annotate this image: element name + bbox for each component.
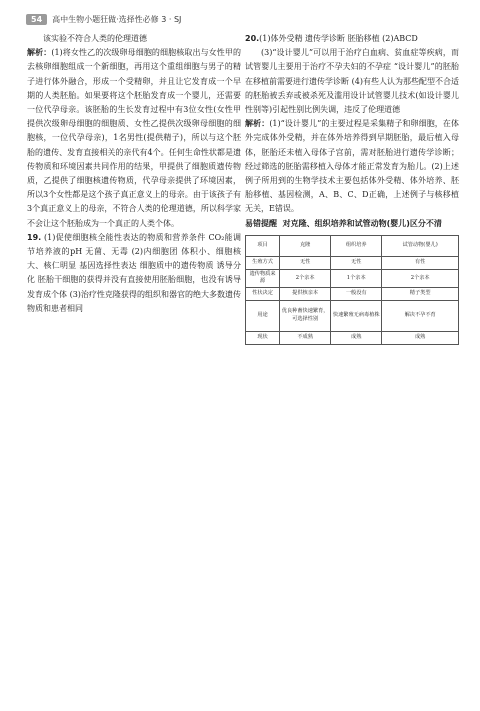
question-20 <box>245 32 459 46</box>
table-row <box>246 269 459 287</box>
table-header-cell: 项目 <box>246 235 280 256</box>
table-cell: 用途 <box>246 300 280 331</box>
analysis-paragraph-2 <box>245 117 459 216</box>
question-20-part3: (3)“设计婴儿”可以用于治疗白血病、贫血症等疾病，而试管婴儿主要用于治疗不孕夫妇的不孕症 “设计婴儿”的胚胎在移植前需要进行遗传学诊断 (4)有些人认为那些配型不合适的胚胎被丢弃或被杀死及滥用设计试管婴儿技术(如设计婴儿性别等)引起性别比例失调，违反了伦理道德 <box>245 48 459 115</box>
table-cell: 现状 <box>246 331 280 344</box>
table-cell: 优良种畜快速繁育，可选择性别 <box>280 300 331 331</box>
table-cell: 解决不孕不育 <box>382 300 459 331</box>
analysis-label: 解析： <box>27 48 52 58</box>
analysis-text-2: (1)“设计婴儿”的主要过程是采集精子和卵细胞，在体外完成体外受精，并在体外培养得到早期胚胎，最后植入母体，胚胎还未植入母体子宫前，需对胚胎进行遗传学诊断；经过筛选的胚胎需移植入母体才能正常发育为胎儿。(2)上述例子所用到的生物学技术主要包括体外受精、体外培养、胚胎移植、基因检测，A、B、C、D正确，上述例子与核移植无关，E错误。 <box>245 119 460 214</box>
continuation-text: 该实验不符合人类的伦理道德 <box>43 34 147 43</box>
table-row <box>246 256 459 269</box>
table-cell: 2个亲本 <box>382 269 459 287</box>
analysis-paragraph <box>27 46 241 231</box>
question-19-label: 19. <box>27 232 42 242</box>
table-cell: 1个亲本 <box>331 269 382 287</box>
table-cell: 有性 <box>382 256 459 269</box>
comparison-table <box>245 235 459 345</box>
page-number: 54 <box>26 14 47 25</box>
table-cell: 成熟 <box>331 331 382 344</box>
table-cell: 2个亲本 <box>280 269 331 287</box>
error-tip <box>245 217 459 231</box>
page-header <box>26 12 181 26</box>
table-cell: 不成熟 <box>280 331 331 344</box>
table-cell: 性状决定 <box>246 287 280 300</box>
table-cell: 快速繁殖无病毒植株 <box>331 300 382 331</box>
table-row <box>246 300 459 331</box>
book-title: 高中生物小题狂做·选择性必修 3 · SJ <box>52 14 182 24</box>
question-20-answers: (1)体外受精 遗传学诊断 胚胎移植 (2)ABCD <box>259 34 418 43</box>
table-header-cell: 克隆 <box>280 235 331 256</box>
table-cell: 一般没有 <box>331 287 382 300</box>
table-cell: 生殖方式 <box>246 256 280 269</box>
table-cell: 提供核亲本 <box>280 287 331 300</box>
table-cell: 无性 <box>331 256 382 269</box>
analysis-text: (1)将女性乙的次级卵母细胞的细胞核取出与女性甲的去核卵细胞组成一个新细胞，再用这个重组细胞与男子的精子进行体外融合，形成一个受精卵，并且让它发育成一个早期的人类胚胎。如果要将这个胚胎发育成一个婴儿，还需要一位代孕母亲。该胚胎的生长发育过程中有3位女性(女性甲提供次级卵母细胞的细胞质、女性乙提供次级卵母细胞的细胞核，一位代孕母亲)，1名男性(提供精子)，所以与这个胚胎的遗传、发育直接相关的亲代有4个。任何生命性状都是遗传物质和环境因素共同作用的结果，甲提供了细胞质遗传物质，乙提供了细胞核遗传物质，代孕母亲提供了环境因素，所以3个女性都是这个孩子真正意义上的母亲。由于该孩子有3个真正意义上的母亲，不符合人类的伦理道德，所以科学家不会让这个胚胎成为一个真正的人类个体。 <box>27 48 241 228</box>
table-header-cell: 试管动物(婴儿) <box>382 235 459 256</box>
question-20-label: 20. <box>245 34 260 43</box>
question-19-text: (1)促使细胞核全能性表达的物质和营养条件 CO₂能调节培养液的pH 无菌、无毒 (2)内细胞团 体积小、细胞核大、核仁明显 基因选择性表达 细胞质中的遗传物质 诱导分化 胚胎干细胞的获得并没有直接使用胚胎细胞，也没有诱导发育成个体 (3)治疗性克隆获得的组织和器官的绝大多数遗传物质和患者相同 <box>27 232 241 313</box>
table-cell: 成熟 <box>382 331 459 344</box>
table-header-row <box>246 235 459 256</box>
left-column <box>27 32 241 316</box>
table-row <box>246 287 459 300</box>
table-cell: 遗传物质来源 <box>246 269 280 287</box>
table-cell: 无性 <box>280 256 331 269</box>
error-tip-title: 对克隆、组织培养和试管动物(婴儿)区分不清 <box>282 218 442 228</box>
error-tip-tag: 易错提醒 <box>245 218 277 228</box>
right-column <box>245 32 459 345</box>
table-row <box>246 331 459 344</box>
question-19 <box>27 231 241 316</box>
table-cell: 精子类型 <box>382 287 459 300</box>
analysis-label-2: 解析： <box>245 119 270 129</box>
table-header-cell: 组织培养 <box>331 235 382 256</box>
